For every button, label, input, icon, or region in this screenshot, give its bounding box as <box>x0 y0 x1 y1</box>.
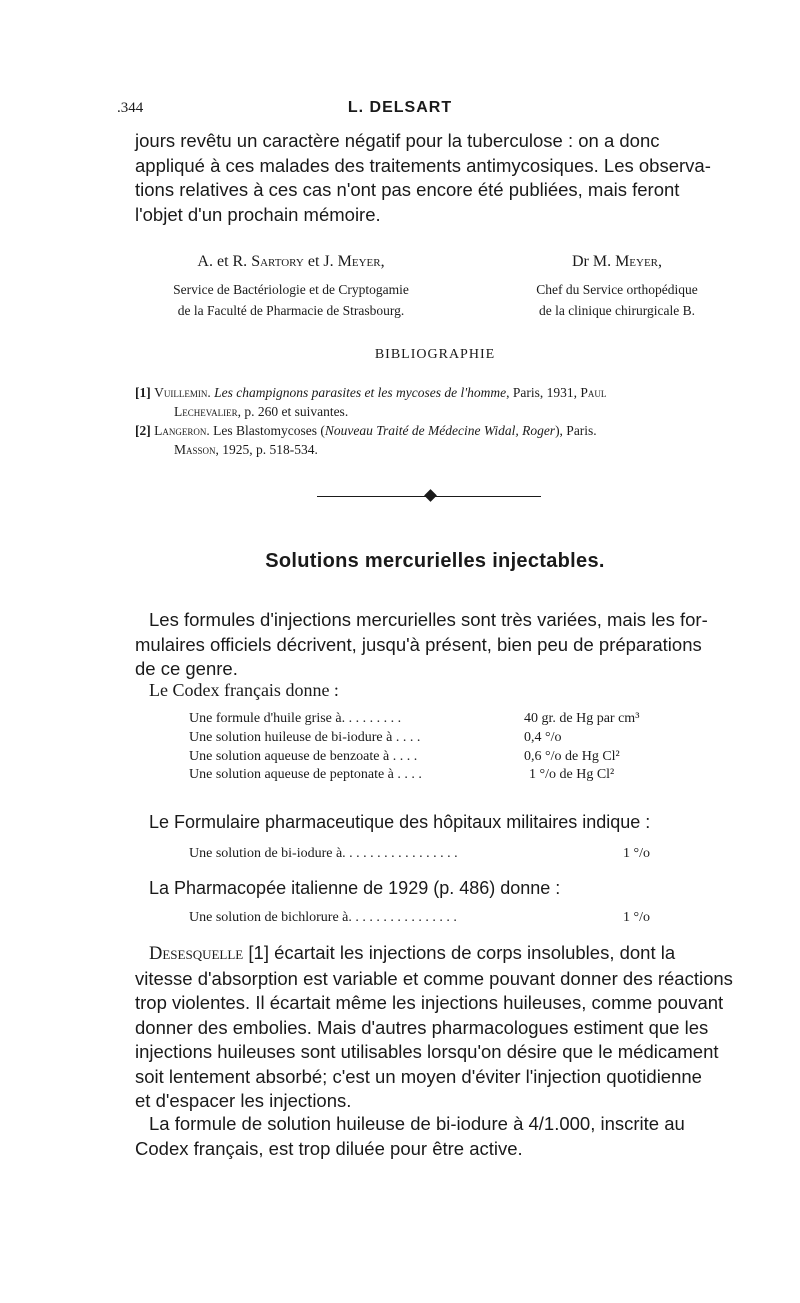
author-name: Sartory <box>251 253 304 270</box>
text-line: vitesse d'absorption est variable et comme pouvant donner des réactions <box>135 967 733 989</box>
sig-text: et J. <box>303 253 338 270</box>
text-line: La formule de solution huileuse de bi-iodure à 4/1.000, inscrite au <box>149 1113 685 1134</box>
formula-value: 1 °/o de Hg Cl² <box>529 767 615 782</box>
text-line: mulaires officiels décrivent, jusqu'à présent, bien peu de préparations <box>135 633 702 655</box>
ref-text: , Paris, 1931, <box>506 385 581 400</box>
paragraph-desesquelle <box>135 941 742 1114</box>
formula-value: 40 gr. de Hg par cm³ <box>524 711 640 726</box>
signature-right-affiliation-1: Chef du Service orthopédique <box>536 282 698 297</box>
signature-left-affiliation-1: Service de Bactériologie et de Cryptogamie <box>173 282 409 297</box>
text-line: l'objet d'un prochain mémoire. <box>135 203 381 225</box>
ref-text: . <box>207 385 215 400</box>
bibliography-ref-1 <box>135 383 745 421</box>
author-name: Desesquelle <box>149 944 244 964</box>
text-line: soit lentement absorbé; c'est un moyen d'éviter l'injection quotidienne <box>135 1065 702 1087</box>
text-line: tions relatives à ces cas n'ont pas encore été publiées, mais feront <box>135 179 680 200</box>
formula-label: Une solution huileuse de bi-iodure à . . . . <box>189 730 421 745</box>
formula-label: Une solution de bichlorure à. . . . . . . . . . . . . . . . <box>189 910 457 925</box>
text-line: Codex français, est trop diluée pour être active. <box>135 1137 523 1159</box>
formula-row <box>189 730 734 748</box>
signature-right-name <box>487 253 747 271</box>
formulaire-intro: Le Formulaire pharmaceutique des hôpitaux militaires indique : <box>149 812 651 832</box>
ref-text: , 1925, p. 518-534. <box>215 442 318 457</box>
formula-value: 0,4 °/o <box>524 730 562 745</box>
text-line: donner des embolies. Mais d'autres pharmacologues estiment que les <box>135 1016 709 1038</box>
bibliography-title: BIBLIOGRAPHIE <box>374 347 496 362</box>
formula-row <box>189 846 734 864</box>
signature-left-affiliation-2: de la Faculté de Pharmacie de Strasbourg. <box>177 303 405 318</box>
ref-publisher: Masson <box>174 442 216 457</box>
text-line <box>135 941 742 967</box>
page-number: .344 <box>117 100 144 116</box>
bibliography-ref-2 <box>135 421 745 459</box>
signature-left <box>118 253 464 321</box>
formula-value: 1 °/o <box>623 846 650 861</box>
author-name: Meyer <box>615 253 659 270</box>
text-line: Les formules d'injections mercurielles sont très variées, mais les for- <box>149 609 708 630</box>
ref-title: Nouveau Traité de Médecine Widal, Roger <box>324 423 556 438</box>
text-line: trop violentes. Il écartait même les injections huileuses, comme pouvant <box>135 992 724 1013</box>
formula-label: Une solution aqueuse de benzoate à . . . . <box>189 749 418 764</box>
section-title: Solutions mercurielles injectables. <box>265 550 605 572</box>
sig-text: , <box>380 253 385 270</box>
text-line: de ce genre. <box>135 658 238 679</box>
formula-label: Une solution aqueuse de peptonate à . . . . <box>189 767 422 782</box>
formula-row <box>189 711 734 729</box>
ref-title: Les champignons parasites et les mycoses de l'homme <box>214 385 507 400</box>
signature-left-name <box>118 253 464 271</box>
paragraph-conclusion <box>135 1112 742 1161</box>
sig-text: Dr M. <box>571 253 616 270</box>
text-line: jours revêtu un caractère négatif pour la tuberculose : on a donc <box>135 130 660 151</box>
ref-publisher: Paul <box>580 385 607 400</box>
paragraph-continued <box>135 129 741 227</box>
divider-diamond-icon <box>424 489 437 502</box>
ref-number: [2] <box>135 423 155 438</box>
ref-number: [1] <box>135 385 155 400</box>
ref-text: . Les Blastomycoses ( <box>206 423 325 438</box>
formula-label: Une solution de bi-iodure à. . . . . . . . . . . . . . . . . <box>189 846 458 861</box>
sig-text: A. et R. <box>197 253 252 270</box>
formula-label: Une formule d'huile grise à. . . . . . . . . <box>189 711 402 726</box>
signature-right-affiliation-2: de la clinique chirurgicale B. <box>538 303 696 318</box>
formula-value: 0,6 °/o de Hg Cl² <box>524 749 620 764</box>
ref-author: Langeron <box>154 423 207 438</box>
formula-row <box>189 767 734 785</box>
pharmacopee-intro: La Pharmacopée italienne de 1929 (p. 486) donne : <box>149 878 561 898</box>
text-line: injections huileuses sont utilisables lorsqu'on désire que le médicament <box>135 1041 719 1062</box>
signature-right <box>487 253 747 321</box>
text-line-rest: [1] écartait les injections de corps insolubles, dont la <box>243 942 676 963</box>
ref-text: ), Paris. <box>555 423 597 438</box>
ref-text: , p. 260 et suivantes. <box>237 404 349 419</box>
ref-author: Vuillemin <box>154 385 208 400</box>
codex-intro: Le Codex français donne : <box>149 680 339 700</box>
sig-text: , <box>658 253 663 270</box>
text-line: et d'espacer les injections. <box>135 1090 352 1111</box>
formula-value: 1 °/o <box>623 910 650 925</box>
author-name: Meyer <box>337 253 381 270</box>
formula-row <box>189 749 734 767</box>
ref-publisher: Lechevalier <box>174 404 238 419</box>
running-head: L. DELSART <box>347 99 453 116</box>
paragraph-intro <box>135 608 735 682</box>
formula-row <box>189 910 734 928</box>
text-line: appliqué à ces malades des traitements antimycosiques. Les observa- <box>135 154 711 176</box>
